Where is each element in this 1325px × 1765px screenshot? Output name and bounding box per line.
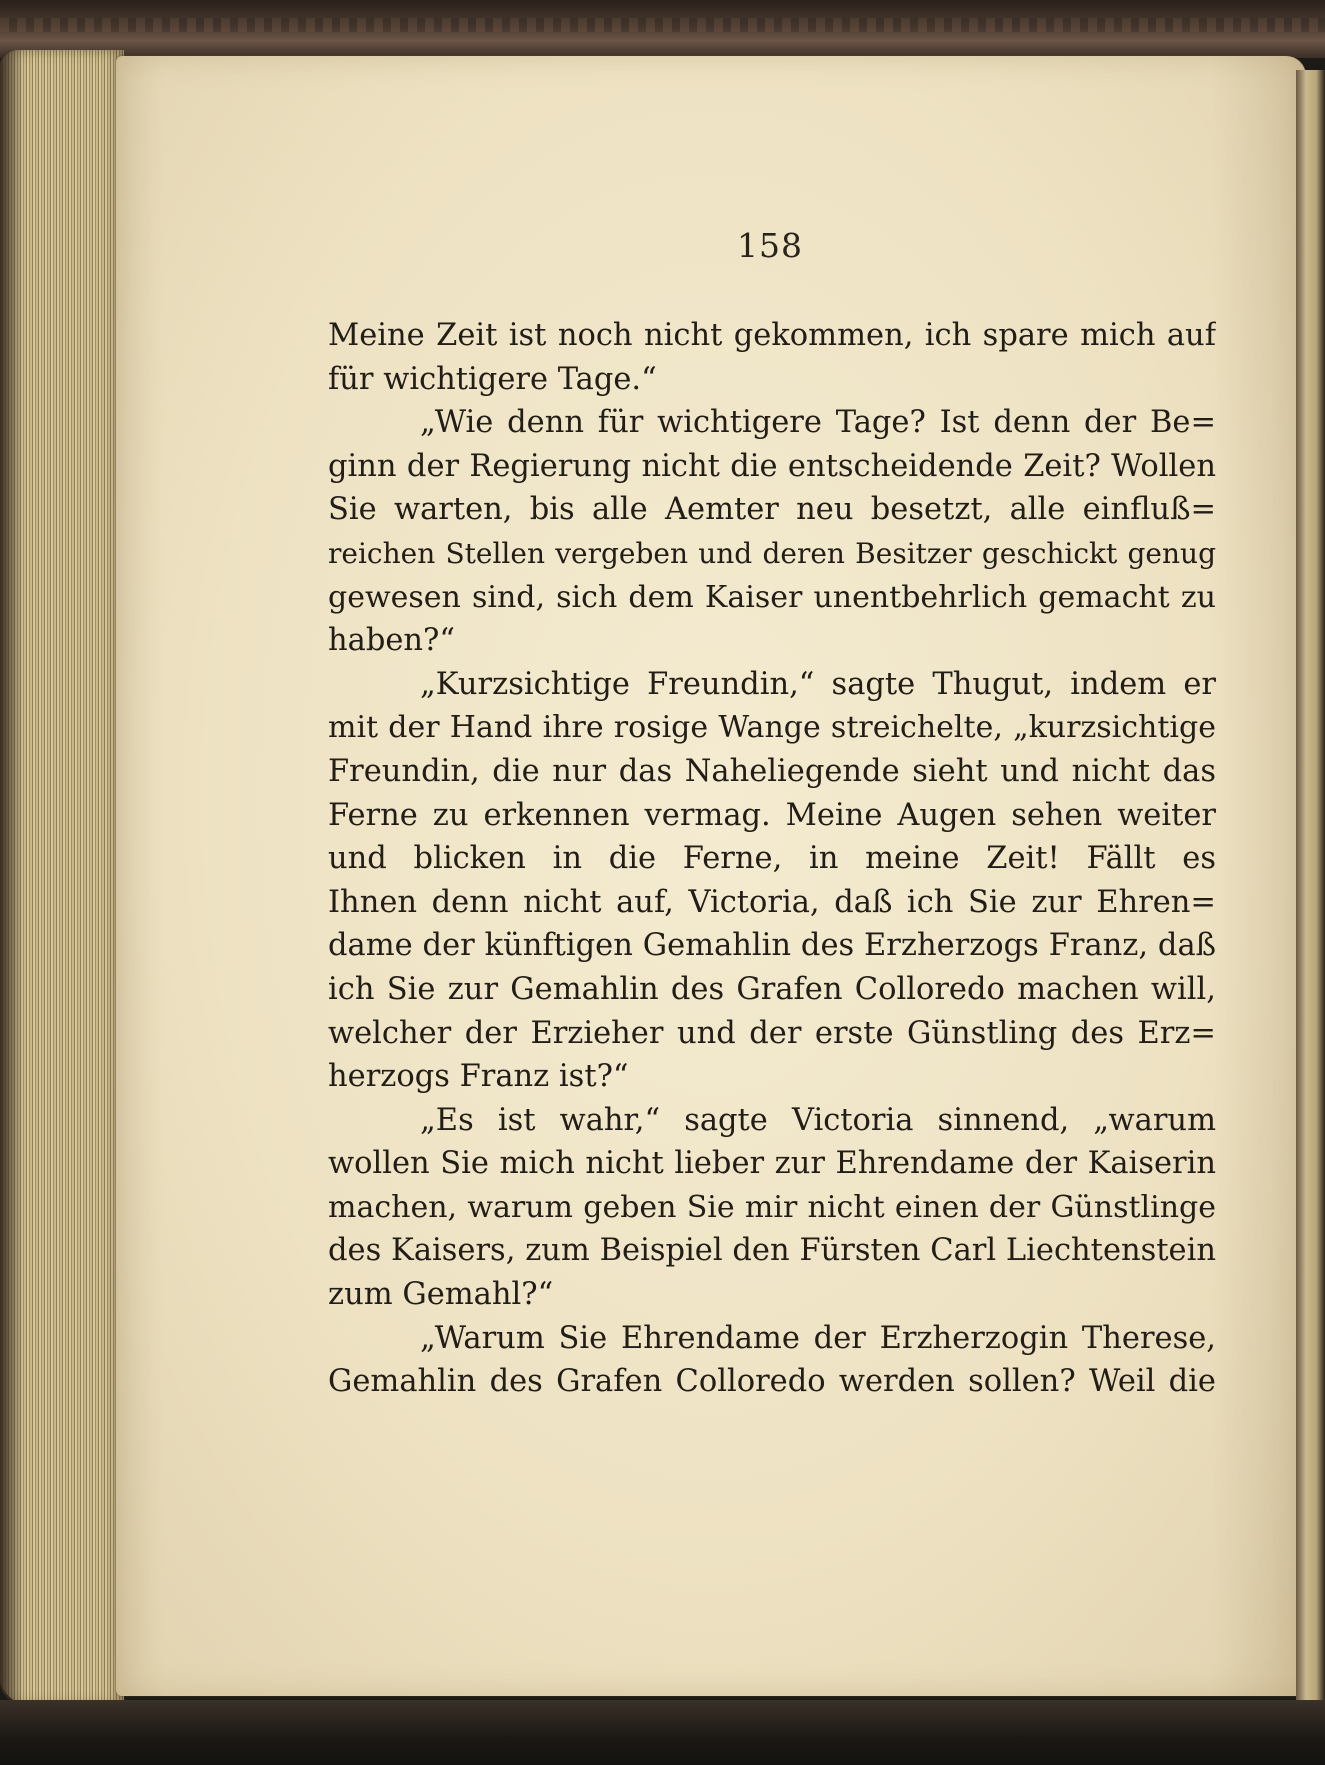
- text-line: machen, warum geben Sie mir nicht einen der Günstlinge: [328, 1189, 1216, 1225]
- text-line: gewesen sind, sich dem Kaiser unentbehrlich gemacht zu: [328, 579, 1216, 615]
- body-text: [328, 314, 1216, 1404]
- text-line: haben?“: [328, 623, 455, 659]
- text-line: „Kurzsichtige Freundin,“ sagte Thugut, indem er: [420, 666, 1216, 702]
- text-line: „Es ist wahr,“ sagte Victoria sinnend, „warum: [420, 1102, 1216, 1138]
- text-line: zum Gemahl?“: [328, 1277, 554, 1313]
- text-line: Freundin, die nur das Naheliegende sieht und nicht das: [328, 753, 1216, 789]
- text-line: wollen Sie mich nicht lieber zur Ehrendame der Kaiserin: [328, 1146, 1216, 1182]
- text-line: ginn der Regierung nicht die entscheidende Zeit? Wollen: [328, 448, 1216, 484]
- page-edges-stack: [0, 50, 124, 1705]
- text-line: reichen Stellen vergeben und deren Besitzer geschickt genug: [328, 536, 1216, 570]
- text-line: mit der Hand ihre rosige Wange streichelte, „kurzsichtige: [328, 710, 1216, 746]
- text-line: welcher der Erzieher und der erste Günstling des Erz=: [328, 1015, 1216, 1051]
- text-line: dame der künftigen Gemahlin des Erzherzogs Franz, daß: [328, 928, 1216, 964]
- text-line: Sie warten, bis alle Aemter neu besetzt, alle einfluß=: [328, 492, 1216, 528]
- text-line: „Warum Sie Ehrendame der Erzherzogin Therese,: [420, 1320, 1216, 1356]
- text-line: ich Sie zur Gemahlin des Grafen Colloredo machen will,: [328, 971, 1216, 1007]
- book-binding-top: [0, 0, 1325, 58]
- text-line: Ferne zu erkennen vermag. Meine Augen sehen weiter: [328, 797, 1216, 833]
- book-binding-bottom: [0, 1700, 1325, 1765]
- text-line: für wichtigere Tage.“: [328, 361, 657, 397]
- text-line: „Wie denn für wichtigere Tage? Ist denn der Be=: [420, 405, 1216, 441]
- book-gutter-right: [1296, 70, 1325, 1700]
- text-line: und blicken in die Ferne, in meine Zeit! Fällt es: [328, 841, 1216, 877]
- text-line: des Kaisers, zum Beispiel den Fürsten Carl Liechtenstein: [328, 1233, 1216, 1269]
- page-number: 158: [737, 226, 803, 265]
- text-line: Meine Zeit ist noch nicht gekommen, ich spare mich auf: [328, 318, 1216, 353]
- text-line: Gemahlin des Grafen Colloredo werden sollen? Weil die: [328, 1364, 1216, 1400]
- text-line: Ihnen denn nicht auf, Victoria, daß ich Sie zur Ehren=: [328, 884, 1216, 920]
- text-line: herzogs Franz ist?“: [328, 1059, 629, 1095]
